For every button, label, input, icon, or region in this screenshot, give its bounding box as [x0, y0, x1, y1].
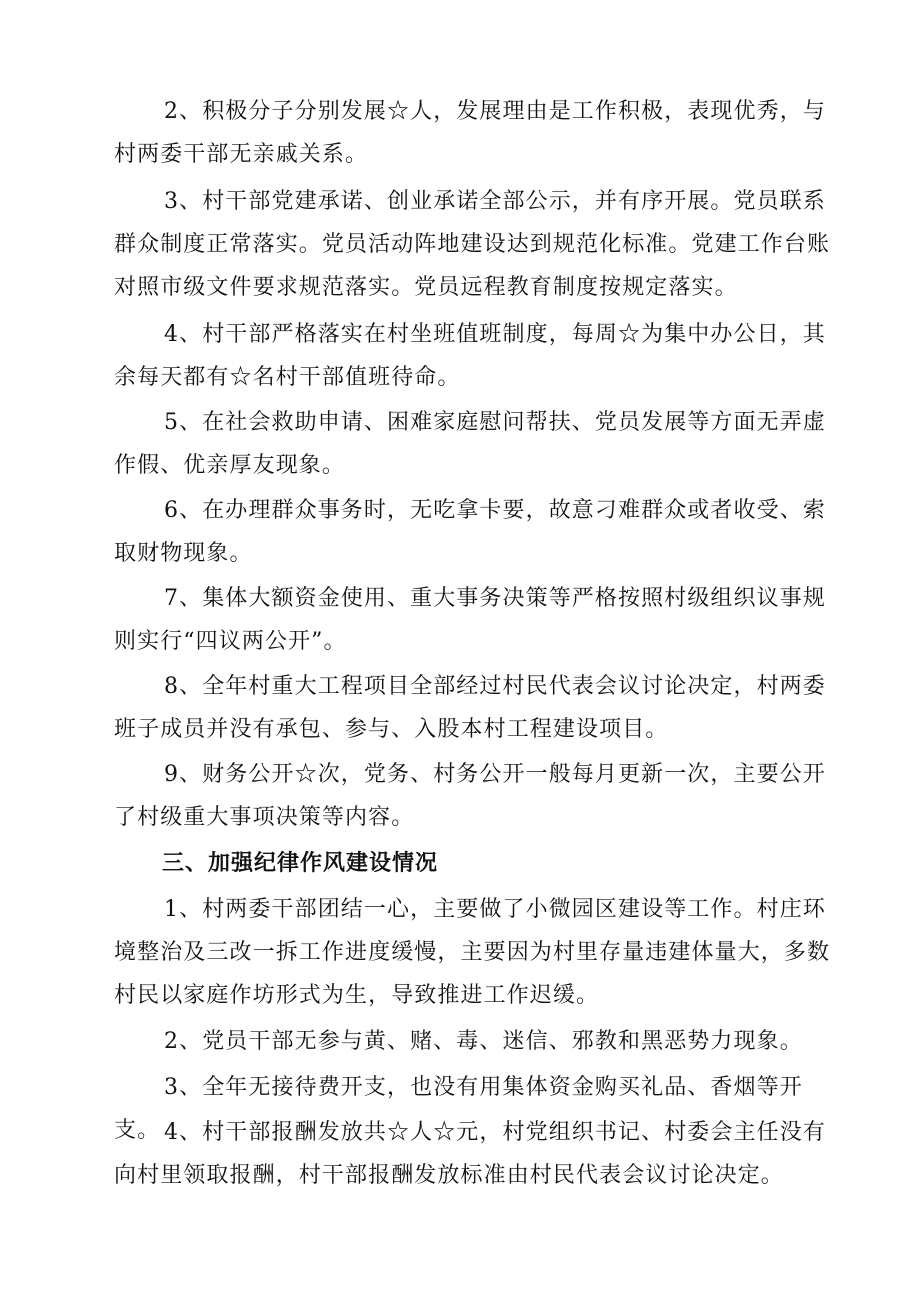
paragraph-item-7: 7、集体大额资金使用、重大事务决策等严格按照村级组织议事规则实行“四议两公开”。 — [114, 586, 826, 654]
paragraph-section3-item-1: 1、村两委干部团结一心，主要做了小微园区建设等工作。村庄环境整治及三改一拆工作进度缓慢，主要因为村里存量违建体量大，多数村民以家庭作坊形式为生，导致推进工作迟缓。 — [114, 897, 831, 1008]
paragraph-item-4: 4、村干部严格落实在村坐班值班制度，每周☆为集中办公日，其余每天都有☆名村干部值班待命。 — [114, 322, 826, 390]
paragraph-section3-item-2: 2、党员干部无参与黄、赌、毒、迷信、邪教和黑恶势力现象。 — [164, 1029, 803, 1054]
paragraph-item-8: 8、全年村重大工程项目全部经过村民代表会议讨论决定，村两委班子成员并没有承包、参与、入股本村工程建设项目。 — [114, 674, 826, 742]
paragraph-section3-item-3: 3、全年无接待费开支，也没有用集体资金购买礼品、香烟等开支。 — [114, 1075, 803, 1143]
section-heading: 三、加强纪律作风建设情况 — [162, 851, 439, 876]
paragraph-item-9: 9、财务公开☆次，党务、村务公开一般每月更新一次，主要公开了村级重大事项决策等内容。 — [114, 762, 826, 830]
paragraph-item-3: 3、村干部党建承诺、创业承诺全部公示，并有序开展。党员联系群众制度正常落实。党员活动阵地建设达到规范化标准。党建工作台账对照市级文件要求规范落实。党员远程教育制度按规定落实。 — [114, 189, 831, 300]
paragraph-item-6: 6、在办理群众事务时，无吃拿卡要，故意刁难群众或者收受、索取财物现象。 — [114, 498, 826, 566]
paragraph-item-5: 5、在社会救助申请、困难家庭慰问帮扶、党员发展等方面无弄虚作假、优亲厚友现象。 — [114, 410, 826, 478]
paragraph-section3-item-4: 4、村干部报酬发放共☆人☆元，村党组织书记、村委会主任没有向村里领取报酬，村干部报酬发放标准由村民代表会议讨论决定。 — [114, 1120, 826, 1188]
paragraph-item-2: 2、积极分子分别发展☆人，发展理由是工作积极，表现优秀，与村两委干部无亲戚关系。 — [114, 99, 826, 167]
